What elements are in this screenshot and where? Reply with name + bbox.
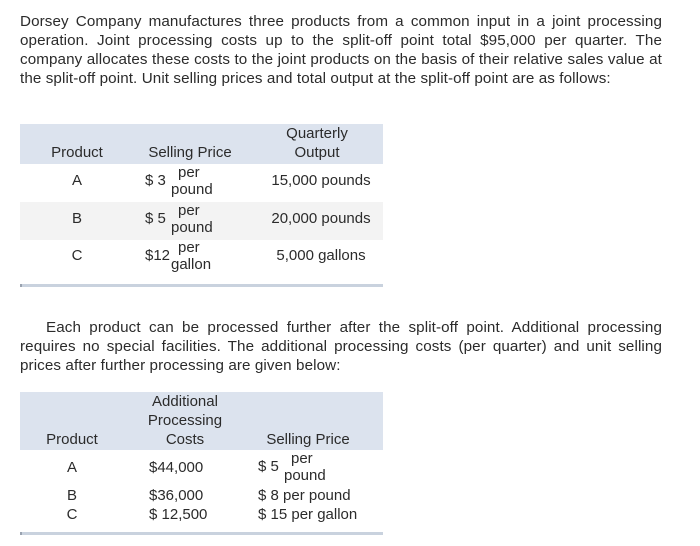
additional-cost-value: $36,000: [149, 487, 204, 504]
header-selling-price: Selling Price: [266, 431, 350, 448]
price-unit-top: per: [178, 202, 200, 219]
header-additional: Additional: [152, 393, 218, 410]
header-selling-price: Selling Price: [148, 144, 232, 161]
header-processing: Processing: [147, 412, 223, 429]
additional-cost-value: $ 12,500: [149, 506, 208, 523]
output-value: 15,000 pounds: [271, 172, 371, 189]
price-unit-bottom: pound: [284, 467, 326, 484]
table-row-product: C: [71, 247, 83, 264]
selling-price-value: $ 15 per gallon: [258, 506, 358, 523]
header-product: Product: [51, 144, 103, 161]
table-row-product: C: [66, 506, 78, 523]
selling-price-cell: [145, 241, 235, 277]
table-divider: [20, 532, 383, 535]
header-quarterly: Quarterly: [286, 125, 348, 142]
further-processing-paragraph: Each product can be processed further after the split-off point. Additional processing requires no special facilities. The additional processing costs (per quarter) and unit selling prices after further processing are given below:: [20, 319, 662, 374]
header-output: Output: [294, 144, 340, 161]
output-value: 5,000 gallons: [276, 247, 366, 264]
price-unit-bottom: gallon: [171, 256, 212, 273]
additional-cost-value: $44,000: [149, 459, 204, 476]
price-value: $ 3: [145, 172, 166, 189]
price-value: $ 5: [258, 458, 279, 475]
intro-paragraph: Dorsey Company manufactures three products from a common input in a joint processing operation. Joint processing costs up to the split-off point total $95,000 per quarter. The company allocates these costs to the joint products on the basis of their relative sales value at the split-off point. Unit selling prices and total output at the split-off point are as follows:: [20, 13, 662, 87]
price-unit-top: per: [178, 239, 200, 256]
price-unit-bottom: pound: [171, 219, 213, 236]
table-row-product: B: [66, 487, 77, 504]
table-row-product: A: [66, 459, 77, 476]
price-unit-top: per: [178, 164, 200, 181]
output-value: 20,000 pounds: [271, 210, 371, 227]
table-divider: [20, 284, 383, 287]
split-off-table: [20, 124, 383, 292]
price-unit-top: per: [291, 450, 313, 467]
selling-price-cell: [258, 452, 358, 488]
header-costs: Costs: [165, 431, 205, 448]
selling-price-cell: [145, 166, 235, 202]
price-value: $12: [145, 247, 171, 264]
price-value: $ 5: [145, 210, 166, 227]
header-product: Product: [46, 431, 98, 448]
table-row-product: A: [71, 172, 82, 189]
selling-price-value: $ 8 per pound: [258, 487, 351, 504]
price-unit-bottom: pound: [171, 181, 213, 198]
table-row-product: B: [71, 210, 82, 227]
selling-price-cell: [145, 204, 235, 240]
further-processing-table: [20, 392, 383, 540]
